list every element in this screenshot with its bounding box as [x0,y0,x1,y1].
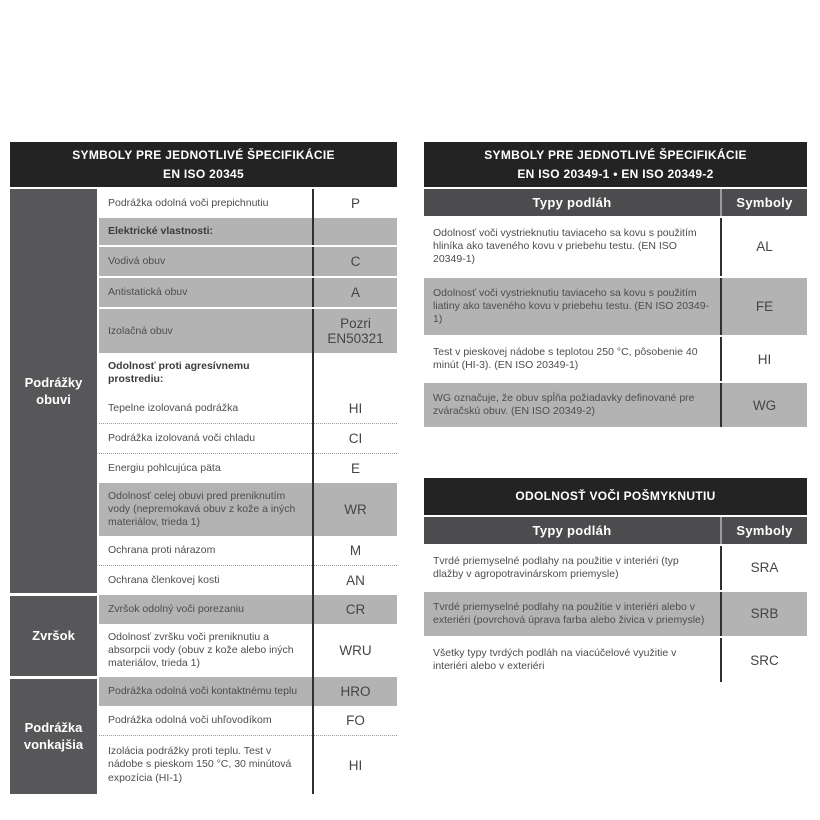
group-label-text: Podrážky obuvi [24,374,83,408]
table-subheader-row [424,188,807,217]
spec-symbol: WG [721,382,807,427]
spec-label: Podrážka izolovaná voči chladu [98,423,313,453]
spec-symbol: P [313,188,397,218]
spec-label: Odolnosť zvršku voči preniknutiu a absorpcii vody (obuv z kože alebo iných materiálov, trieda 1) [98,624,313,677]
spec-symbol [313,218,397,246]
table-row [424,217,807,276]
spec-label: Odolnosť proti agresívnemu prostrediu: [98,353,313,393]
spec-label: Odolnosť celej obuvi pred preniknutím vody (nepremokavá obuv z kože a iných materiálov, trieda 1) [98,483,313,536]
spec-label: Podrážka odolná voči kontaktnému teplu [98,677,313,706]
spec-symbol: AL [721,217,807,276]
spec-symbol [313,353,397,393]
spec-symbol: FO [313,706,397,736]
group-label-podrazka-vonkajsia [10,677,98,793]
spec-symbol: SRA [721,545,807,591]
spec-label: Elektrické vlastnosti: [98,218,313,246]
table-row [424,591,807,637]
column-header-types: Typy podláh [424,516,721,545]
spec-label: Antistatická obuv [98,277,313,308]
table-row [10,188,397,218]
table-title [10,142,397,188]
table-row [10,595,397,624]
spec-label: Tvrdé priemyselné podlahy na použitie v interiéri alebo v exteriéri (povrchová úprava farba alebo živica v priemysle) [424,591,721,637]
spec-label: Test v pieskovej nádobe s teplotou 250 °C, pôsobenie 40 minút (HI-3). (EN ISO 20349-1) [424,336,721,382]
table-en-iso-20345 [10,142,397,794]
spec-label: Všetky typy tvrdých podláh na viacúčelové využitie v interiéri alebo v exteriéri [424,637,721,682]
spec-label: Energiu pohlcujúca päta [98,453,313,483]
spec-symbol: SRC [721,637,807,682]
spec-symbol: CR [313,595,397,624]
table-row [10,677,397,706]
table-title-line1: SYMBOLY PRE JEDNOTLIVÉ ŠPECIFIKÁCIE [484,148,747,162]
spec-symbol: HI [313,736,397,794]
table-row [424,336,807,382]
spec-label: WG označuje, že obuv spĺňa požiadavky definované pre zváračskú obuv. (EN ISO 20349-2) [424,382,721,427]
spec-symbol: FE [721,277,807,336]
spec-symbol: WRU [313,624,397,677]
table-title-line2: EN ISO 20345 [163,166,244,181]
table-row [424,545,807,591]
table-title-line2: EN ISO 20349-1 • EN ISO 20349-2 [517,166,714,181]
group-label-text: Podrážka vonkajšia [23,719,84,753]
table-row [424,637,807,682]
spec-symbol: A [313,277,397,308]
table-header-row [424,142,807,188]
spec-label: Odolnosť voči vystrieknutiu taviaceho sa kovu s použitím liatiny ako taveného kovu v priebehu testu. (EN ISO 20349-1) [424,277,721,336]
table-row [424,277,807,336]
spec-label: Ochrana členkovej kosti [98,565,313,595]
spec-label: Odolnosť voči vystrieknutiu taviaceho sa kovu s použitím hliníka ako taveného kovu v priebehu testu. (EN ISO 20349-1) [424,217,721,276]
spec-symbol: HRO [313,677,397,706]
spec-symbol: CI [313,423,397,453]
spec-label: Izolačná obuv [98,308,313,353]
spec-symbol: HI [721,336,807,382]
table-slip-resistance [424,478,807,682]
table-title [424,142,807,188]
spec-symbol: E [313,453,397,483]
spec-symbol: HI [313,394,397,424]
group-label-podrazky-obuvi [10,188,98,595]
group-label-zvrsok [10,595,98,677]
spec-symbol: C [313,246,397,277]
spec-label: Zvršok odolný voči porezaniu [98,595,313,624]
spec-label: Izolácia podrážky proti teplu. Test v nádobe s pieskom 150 °C, 30 minútová expozícia (HI-1) [98,736,313,794]
table-title-line1: SYMBOLY PRE JEDNOTLIVÉ ŠPECIFIKÁCIE [72,148,335,162]
spec-label: Ochrana proti nárazom [98,536,313,566]
table-subheader-row [424,516,807,545]
spec-symbol: M [313,536,397,566]
spec-label: Tepelne izolovaná podrážka [98,394,313,424]
column-header-symbols: Symboly [721,188,807,217]
table-header-row [10,142,397,188]
spec-label: Tvrdé priemyselné podlahy na použitie v interiéri (typ dlažby v agropotravinárskom priemysle) [424,545,721,591]
column-header-symbols: Symboly [721,516,807,545]
table-row [424,382,807,427]
table-header-row [424,478,807,516]
spec-symbol: AN [313,565,397,595]
spec-label: Podrážka odolná voči prepichnutiu [98,188,313,218]
spec-symbol: SRB [721,591,807,637]
spec-label: Podrážka odolná voči uhľovodíkom [98,706,313,736]
table-title: ODOLNOSŤ VOČI POŠMYKNUTIU [424,478,807,516]
column-header-types: Typy podláh [424,188,721,217]
spec-symbol: WR [313,483,397,536]
spec-label: Vodivá obuv [98,246,313,277]
table-en-iso-20349 [424,142,807,427]
group-label-text: Zvršok [32,628,75,644]
spec-symbol: Pozri EN50321 [313,308,397,353]
